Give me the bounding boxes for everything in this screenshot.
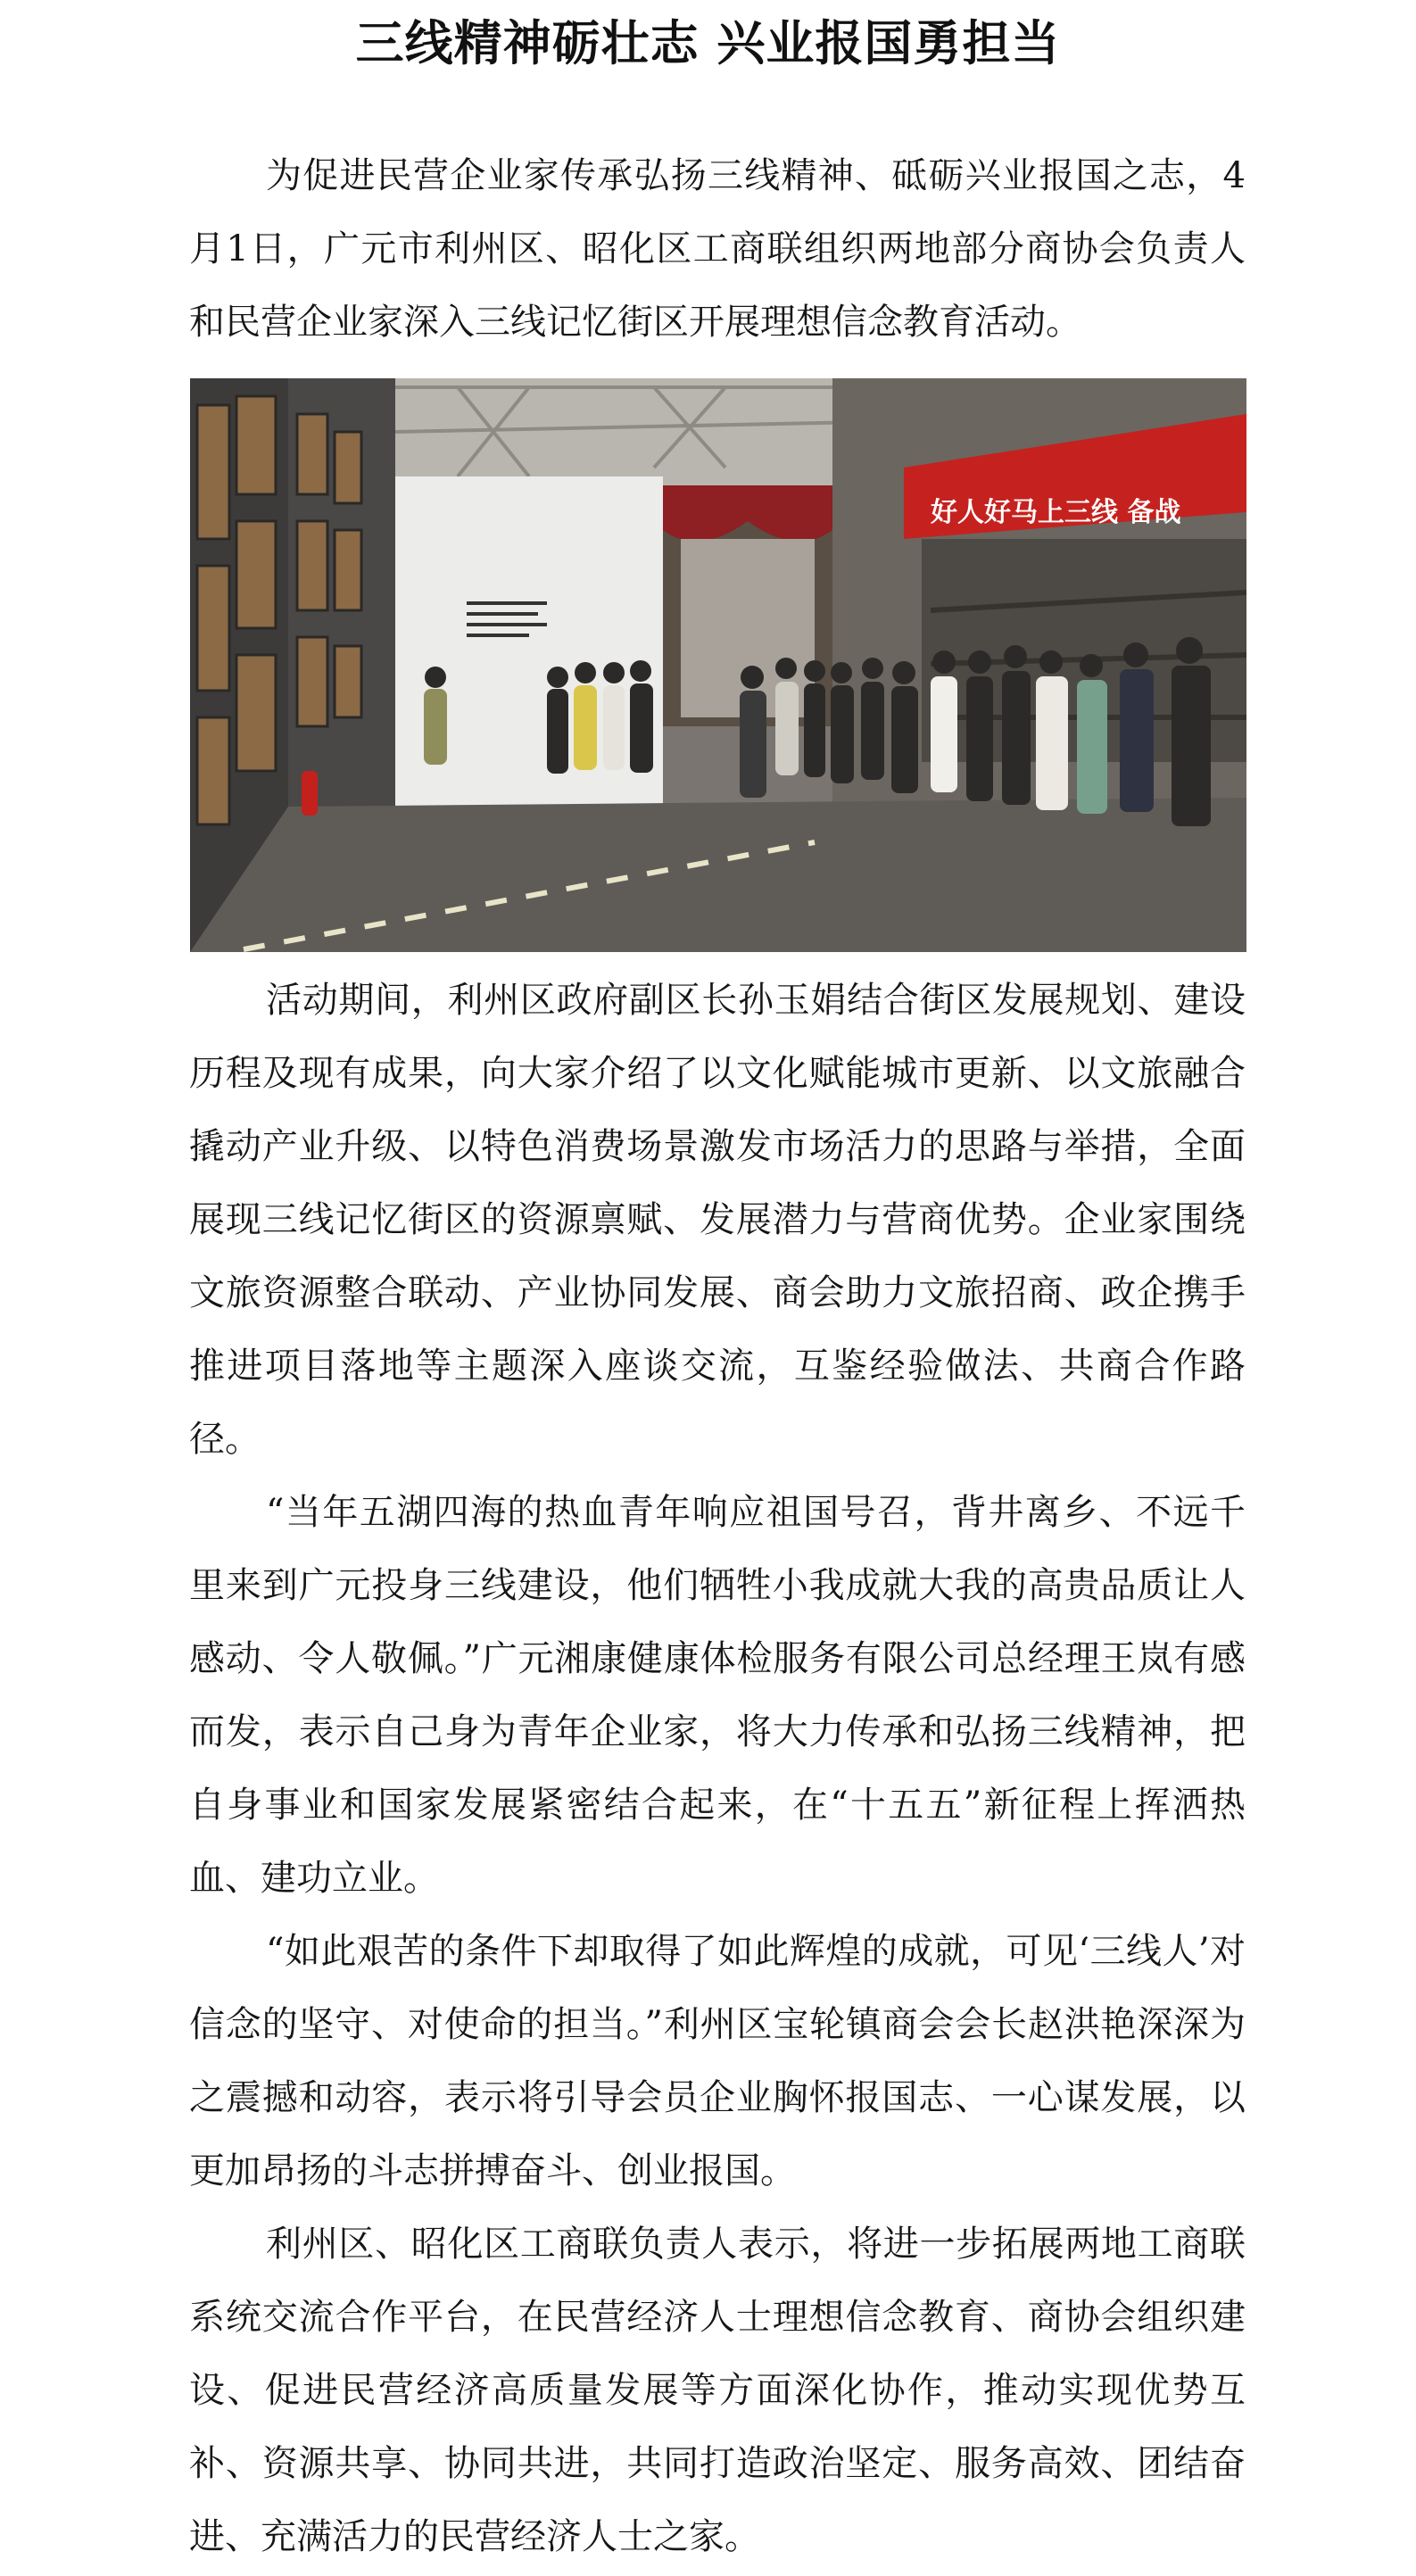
paragraph-4: “如此艰苦的条件下却取得了如此辉煌的成就，可见‘三线人’对信念的坚守、对使命的担当。”利州区宝轮镇商会会长赵洪艳深深为之震撼和动容，表示将引导会员企业胸怀报国志、一心谋发展，以更加昂扬的斗志拼搏奋斗、创业报国。	[189, 1931, 1246, 2191]
paragraph-5: 利州区、昭化区工商联负责人表示，将进一步拓展两地工商联系统交流合作平台，在民营经济人士理想信念教育、商协会组织建设、促进民营经济高质量发展等方面深化协作，推动实现优势互补、资源共享、协同共进，共同打造政治坚定、服务高效、团结奋进、充满活力的民营经济人士之家。	[189, 2224, 1246, 2557]
paragraph-1: 为促进民营企业家传承弘扬三线精神、砥砺兴业报国之志，4月1日，广元市利州区、昭化区工商联组织两地部分商协会负责人和民营企业家深入三线记忆街区开展理想信念教育活动。	[189, 155, 1246, 343]
banner-text: 好人好马上三线 备战	[931, 497, 1181, 528]
floor	[190, 798, 1246, 952]
paragraph-2: 活动期间，利州区政府副区长孙玉娟结合街区发展规划、建设历程及现有成果，向大家介绍了以文化赋能城市更新、以文旅融合撬动产业升级、以特色消费场景激发市场活力的思路与举措，全面展现三线记忆街区的资源禀赋、发展潜力与营商优势。企业家围绕文旅资源整合联动、产业协同发展、商会助力文旅招商、政企携手推进项目落地等主题深入座谈交流，互鉴经验做法、共商合作路径。	[189, 980, 1246, 1460]
article-title: 三线精神砺壮志 兴业报国勇担当	[355, 14, 1061, 71]
event-photo	[190, 378, 1246, 952]
event-photo-scene	[190, 378, 1246, 952]
paragraph-3: “当年五湖四海的热血青年响应祖国号召，背井离乡、不远千里来到广元投身三线建设，他们牺牲小我成就大我的高贵品质让人感动、令人敬佩。”广元湘康健康体检服务有限公司总经理王岚有感而发，表示自己身为青年企业家，将大力传承和弘扬三线精神，把自身事业和国家发展紧密结合起来，在“十五五”新征程上挥洒热血、建功立业。	[189, 1492, 1246, 1899]
fire-extinguisher	[302, 771, 318, 816]
